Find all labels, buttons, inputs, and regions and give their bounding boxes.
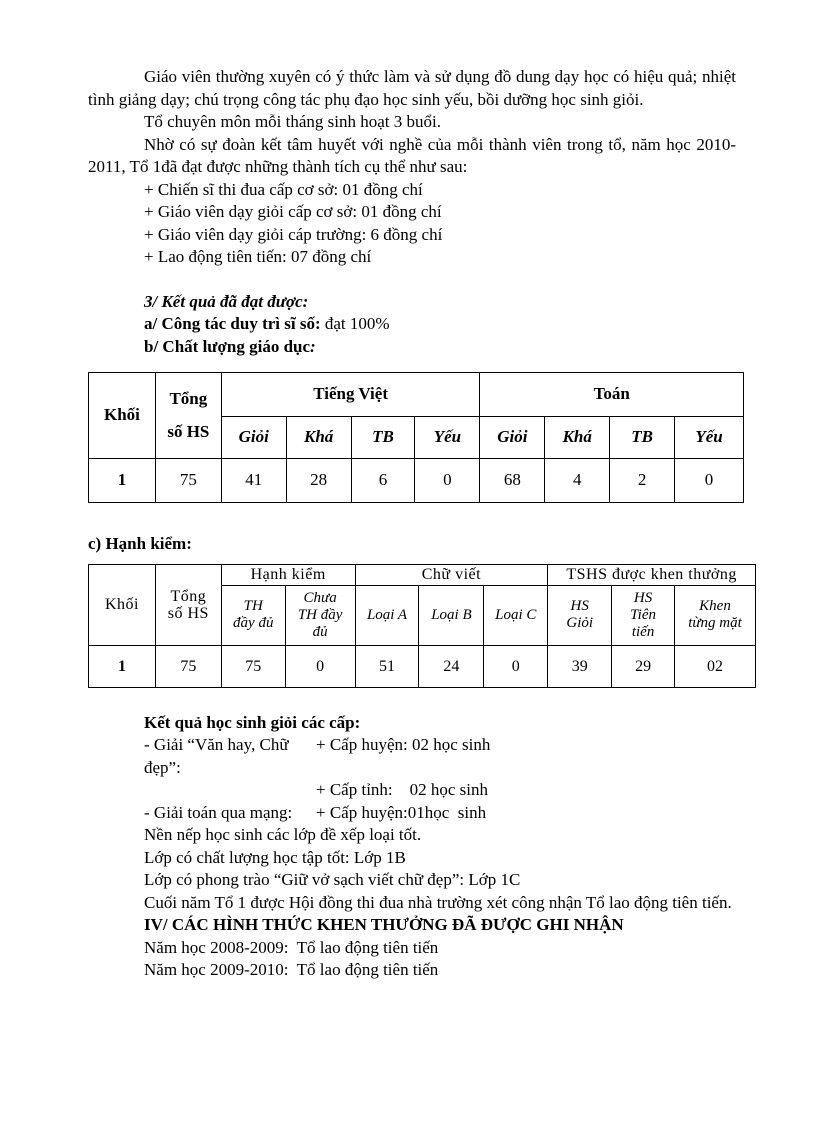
table-cell: 6 [351, 459, 415, 503]
prize-row [88, 779, 736, 802]
section-3b [88, 336, 736, 359]
achievement-item: + Giáo viên dạy giỏi cáp trường: 6 đồng chí [144, 224, 443, 244]
sub-header: Khá [286, 417, 351, 459]
table-cell: 75 [155, 645, 221, 687]
table-cell: 0 [484, 645, 548, 687]
header-tong-line1: Tổng [169, 389, 208, 408]
sub-header-line: đầy đủ [233, 615, 274, 631]
header-toan: Toán [480, 373, 744, 417]
sub-header: Yếu [675, 417, 744, 459]
sub-header: Khá [545, 417, 610, 459]
header-tong-so-hs [155, 564, 221, 645]
header-chu-viet: Chữ viết [355, 564, 548, 585]
award-year-line: Năm học 2009-2010: Tổ lao động tiên tiến [144, 960, 439, 979]
table-row [89, 459, 744, 503]
sub-header-hs-tien-tien [612, 585, 675, 645]
intro-paragraph-2: Tổ chuyên môn mỗi tháng sinh hoạt 3 buổi. [144, 112, 441, 131]
table-cell: 75 [155, 459, 221, 503]
intro-paragraph-3: Nhờ có sự đoàn kết tâm huyết với nghề của mỗi thành viên trong tổ, năm học 2010-2011, Tổ 1đã đạt được những thành tích cụ thể như sau: [88, 134, 736, 176]
section-3-title: 3/ Kết quả đã đạt được: [144, 291, 309, 311]
sub-header-loai-a: Loại A [355, 585, 419, 645]
table-cell: 4 [545, 459, 610, 503]
section-3a-value: đạt 100% [320, 314, 390, 333]
table-cell: 68 [480, 459, 545, 503]
table-cell: 28 [286, 459, 351, 503]
achievement-item: + Giáo viên dạy giỏi cấp cơ sở: 01 đồng chí [144, 202, 442, 221]
table-cell: 41 [221, 459, 286, 503]
table-cell: 29 [612, 645, 675, 687]
document-page [88, 66, 742, 982]
section-3b-colon: : [310, 336, 316, 356]
prize-label: - Giải “Văn hay, Chữ đẹp”: [144, 735, 289, 777]
sub-header: TB [351, 417, 415, 459]
results-title: Kết quả học sinh giỏi các cấp: [144, 712, 361, 732]
sub-header-line: HS [633, 589, 653, 606]
sub-header-khen-tung-mat [675, 585, 756, 645]
result-line: Cuối năm Tổ 1 được Hội đồng thi đua nhà trường xét công nhận Tổ lao động tiên tiến. [144, 892, 732, 912]
header-tong-line1: Tổng [170, 587, 207, 605]
result-line: Lớp có chất lượng học tập tốt: Lớp 1B [144, 847, 406, 867]
header-tieng-viet: Tiếng Việt [221, 373, 480, 417]
header-tshs-khen-thuong: TSHS được khen thưởng [548, 564, 756, 585]
sub-header: Giỏi [221, 417, 286, 459]
header-hanh-kiem: Hạnh kiểm [221, 564, 355, 585]
table-cell: 1 [89, 459, 156, 503]
section-c-title: c) Hạnh kiểm: [88, 534, 192, 553]
prize-value: + Cấp huyện:01học sinh [316, 802, 487, 822]
sub-header-chua-th [285, 585, 355, 645]
header-tong-line2: số HS [167, 421, 210, 441]
sub-header-line: Khen [699, 598, 731, 614]
sub-header-line: đủ [312, 623, 328, 640]
sub-header-th-day-du [221, 585, 285, 645]
sub-header: Yếu [415, 417, 480, 459]
table-row [89, 645, 756, 687]
sub-header-line: tiến [631, 623, 655, 640]
table-cell: 0 [675, 459, 744, 503]
sub-header-line: từng mặt [688, 615, 742, 631]
sub-header-line: Giỏi [566, 615, 594, 631]
table-cell: 24 [419, 645, 484, 687]
result-line: Lớp có phong trào “Giữ vở sạch viết chữ đẹp”: Lớp 1C [144, 870, 521, 889]
achievement-item: + Lao động tiên tiến: 07 đồng chí [144, 247, 372, 266]
sub-header-line: Chưa [303, 589, 337, 606]
intro-paragraph-1: Giáo viên thường xuyên có ý thức làm và sử dụng đồ dung dạy học có hiệu quả; nhiệt tình giảng dạy; chú trọng công tác phụ đạo học sinh yếu, bồi dưỡng học sinh giỏi. [88, 67, 736, 109]
header-khoi: Khối [89, 373, 156, 459]
table-cell: 51 [355, 645, 419, 687]
sub-header-loai-b: Loại B [419, 585, 484, 645]
sub-header-loai-c: Loại C [484, 585, 548, 645]
sub-header: Giỏi [480, 417, 545, 459]
sub-header-line: HS [570, 598, 589, 614]
prize-row [88, 734, 736, 779]
table-cell: 0 [285, 645, 355, 687]
sub-header-hs-gioi [548, 585, 612, 645]
section-3a [88, 313, 736, 336]
conduct-table [88, 564, 756, 688]
sub-header: TB [610, 417, 675, 459]
sub-header-line: Tiên [630, 606, 656, 623]
prize-label: - Giải toán qua mạng: [144, 802, 293, 822]
table-cell: 02 [675, 645, 756, 687]
section-4-title: IV/ CÁC HÌNH THỨC KHEN THƯỞNG ĐÃ ĐƯỢC GHI NHẬN [144, 915, 624, 934]
prize-value: + Cấp tỉnh: 02 học sinh [316, 780, 489, 799]
sub-header-line: TH [243, 598, 263, 614]
achievement-item: + Chiến sĩ thi đua cấp cơ sở: 01 đồng chí [144, 179, 423, 199]
award-year-line: Năm học 2008-2009: Tổ lao động tiên tiến [144, 937, 439, 957]
prize-value: + Cấp huyện: 02 học sinh [316, 735, 491, 754]
table-cell: 0 [415, 459, 480, 503]
section-3b-label: b/ Chất lượng giáo dục [144, 336, 311, 356]
header-tong-line2: số HS [167, 604, 209, 622]
prize-row [88, 802, 736, 825]
table-cell: 2 [610, 459, 675, 503]
header-khoi: Khối [89, 564, 156, 645]
table-cell: 39 [548, 645, 612, 687]
result-line: Nền nếp học sinh các lớp đề xếp loại tốt. [144, 825, 422, 844]
table-cell: 75 [221, 645, 285, 687]
education-quality-table [88, 372, 744, 503]
header-tong-so-hs [155, 373, 221, 459]
table-cell: 1 [89, 645, 156, 687]
section-3a-label: a/ Công tác duy trì sĩ số: [144, 314, 321, 333]
sub-header-line: TH đầy [297, 606, 343, 623]
